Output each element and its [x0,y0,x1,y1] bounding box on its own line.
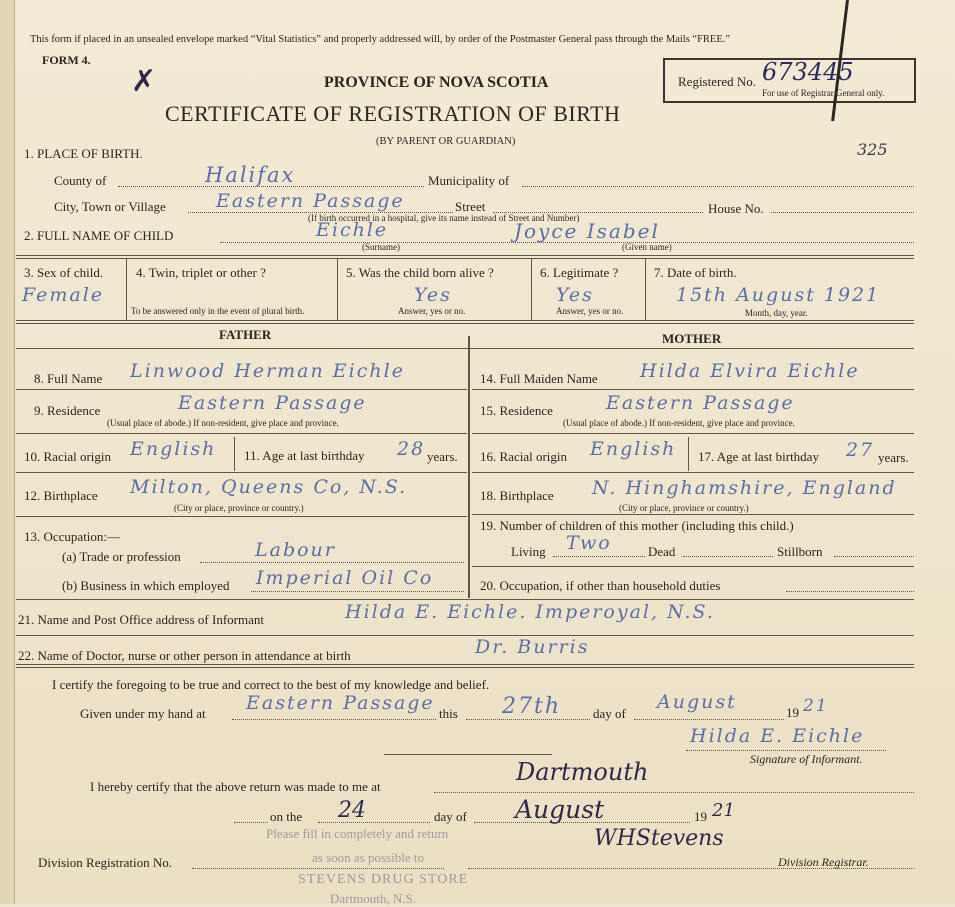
registrar-day: 24 [338,798,366,823]
given-year-prefix: 19 [786,705,799,720]
legitimate-value: Yes [556,284,594,306]
mother-occupation-label: 20. Occupation, if other than household duties [480,578,721,593]
given-day-label: day of [593,706,626,721]
section-rule [16,664,914,668]
alive-note: Answer, yes or no. [398,306,466,316]
rule [16,389,467,390]
given-label: Given under my hand at [80,706,206,721]
divider [234,437,235,471]
certificate-subtitle: (BY PARENT OR GUARDIAN) [376,136,516,147]
trade-label: (a) Trade or profession [62,549,181,564]
form-number: FORM 4. [42,53,91,67]
informant-signature: Hilda E. Eichle [690,725,865,747]
business-value: Imperial Oil Co [256,567,434,589]
informant-label: 21. Name and Post Office address of Informant [18,612,264,627]
father-heading: FATHER [219,327,272,342]
certify-text: I certify the foregoing to be true and correct to the best of my knowledge and belief. [52,677,490,692]
father-racial-value: English [130,438,217,460]
hospital-note: (If birth occurred in a hospital, give its name instead of Street and Number) [308,213,580,223]
row3-top-rule [16,255,914,259]
rule [472,514,914,515]
occupation-label: 13. Occupation:— [24,529,121,544]
mother-age-value: 27 [846,439,875,461]
sex-label: 3. Sex of child. [24,265,104,280]
registrar-year: 21 [712,800,735,821]
division-line [192,868,444,869]
mother-residence-note: (Usual place of abode.) If non-resident, give place and province. [563,418,795,428]
rule [472,389,914,390]
mother-name-label: 14. Full Maiden Name [480,371,598,386]
given-month: August [657,691,737,713]
business-line [251,591,464,592]
mother-residence-label: 15. Residence [480,403,553,418]
father-residence-label: 9. Residence [34,403,101,418]
father-residence-value: Eastern Passage [178,392,367,414]
children-label: 19. Number of children of this mother (including this child.) [480,518,794,533]
father-birthplace-label: 12. Birthplace [24,488,98,503]
x-mark: ✗ [131,64,157,99]
father-racial-label: 10. Racial origin [24,449,112,464]
on-label: on the [270,809,303,824]
living-label: Living [511,544,546,559]
registrar-day-line [318,822,430,823]
father-birthplace-value: Milton, Queens Co, N.S. [130,476,408,498]
rule [16,635,914,636]
dead-label: Dead [648,544,676,559]
rule [472,566,914,567]
father-age-label: 11. Age at last birthday [244,448,365,463]
rule [16,433,467,434]
on-line-lead [234,822,268,823]
mother-residence-value: Eastern Passage [606,392,795,414]
mother-name-value: Hilda Elvira Eichle [640,360,860,382]
stamp-line-1: Please fill in completely and return [266,826,449,841]
father-name-label: 8. Full Name [34,371,103,386]
mother-years: years. [878,450,909,465]
informant-value: Hilda E. Eichle. Imperoyal, N.S. [345,601,715,623]
day-line [466,719,590,720]
given-day: 27th [502,694,562,719]
street-label: Street [455,199,486,214]
divider [688,437,689,471]
legitimate-note: Answer, yes or no. [556,306,624,316]
given-line [232,719,436,720]
stamp-line-2: as soon as possible to [312,850,424,865]
father-name-value: Linwood Herman Eichle [130,360,405,382]
stillborn-line [834,556,914,557]
county-value: Halifax [205,163,296,187]
registrar-caption: Division Registrar. [778,855,869,869]
mother-heading: MOTHER [662,331,722,346]
father-birthplace-note: (City or place, province or country.) [174,503,304,513]
registrar-place-line [434,792,914,793]
mother-racial-value: English [590,438,677,460]
given-place: Eastern Passage [246,692,435,714]
divider [126,258,127,320]
legitimate-label: 6. Legitimate ? [540,265,619,280]
twin-label: 4. Twin, triplet or other ? [136,265,266,280]
certificate-title: CERTIFICATE OF REGISTRATION OF BIRTH [165,101,621,126]
city-label: City, Town or Village [54,199,166,214]
business-label: (b) Business in which employed [62,578,230,593]
dob-note: Month, day, year. [745,308,808,318]
divider [337,258,338,320]
mother-birthplace-label: 18. Birthplace [480,488,554,503]
signature-line [686,750,886,751]
divider [531,258,532,320]
father-residence-note: (Usual place of abode.) If non-resident, give place and province. [107,418,339,428]
child-surname: Eichle [316,219,389,241]
mother-age-label: 17. Age at last birthday [698,449,819,464]
row3-bottom-rule [16,320,914,324]
given-caption: (Given name) [622,242,672,252]
registrar-year-prefix: 19 [694,809,707,824]
child-given-name: Joyce Isabel [514,219,660,243]
corner-number: 325 [857,140,888,159]
alive-label: 5. Was the child born alive ? [346,265,494,280]
rule [472,472,914,473]
rule [472,433,914,434]
given-year: 21 [803,696,829,716]
parents-divider [468,336,470,598]
mother-occupation-line [786,591,914,592]
registrar-place: Dartmouth [516,758,649,786]
registrar-certify-text: I hereby certify that the above return was made to me at [90,779,381,794]
month-line [634,719,784,720]
city-value: Eastern Passage [216,190,405,212]
twin-note: To be answered only in the event of plural birth. [131,306,305,316]
registrar-signature: WHStevens [594,826,724,851]
father-years: years. [427,449,458,464]
separator [384,754,552,755]
left-binding-edge [0,0,15,904]
living-value: Two [566,532,612,554]
dob-label: 7. Date of birth. [654,265,737,280]
mother-birthplace-note: (City or place, province or country.) [619,503,749,513]
doctor-label: 22. Name of Doctor, nurse or other person in attendance at birth [18,648,351,663]
doctor-value: Dr. Burris [475,636,590,658]
alive-value: Yes [414,284,452,306]
father-age-value: 28 [397,438,426,460]
municipality-label: Municipality of [428,173,510,188]
child-name-label: 2. FULL NAME OF CHILD [24,228,174,243]
rule [16,516,467,517]
dob-value: 15th August 1921 [676,284,881,306]
living-line [553,556,645,557]
registered-number: 673445 [762,58,854,86]
this-label: this [439,706,458,721]
section-rule [16,348,914,349]
rule [16,599,914,600]
house-line [771,212,914,213]
surname-caption: (Surname) [362,242,400,252]
trade-line [200,562,464,563]
registrar-note: For use of Registrar General only. [762,88,885,98]
house-label: House No. [708,201,764,216]
division-label: Division Registration No. [38,855,172,870]
stamp-line-4: Dartmouth, N.S. [330,891,416,906]
dead-line [683,556,773,557]
rule [16,472,467,473]
county-label: County of [54,173,107,188]
mother-racial-label: 16. Racial origin [480,449,568,464]
divider [645,258,646,320]
registered-label: Registered No. [678,74,756,89]
informant-caption: Signature of Informant. [750,752,863,766]
sex-value: Female [22,284,105,306]
mother-birthplace-value: N. Hinghamshire, England [592,477,897,499]
stillborn-label: Stillborn [777,544,823,559]
place-label: 1. PLACE OF BIRTH. [24,146,143,161]
municipality-line [522,186,914,187]
stamp-line-3: STEVENS DRUG STORE [298,872,469,887]
trade-value: Labour [255,539,336,561]
registrar-month: August [515,795,605,824]
province-heading: PROVINCE OF NOVA SCOTIA [324,74,549,91]
mail-notice: This form if placed in an unsealed envelope marked “Vital Statistics” and properly addressed will, by order of the Postmaster General pass through the Mails “FREE.” [30,34,731,45]
registrar-day-label: day of [434,809,467,824]
